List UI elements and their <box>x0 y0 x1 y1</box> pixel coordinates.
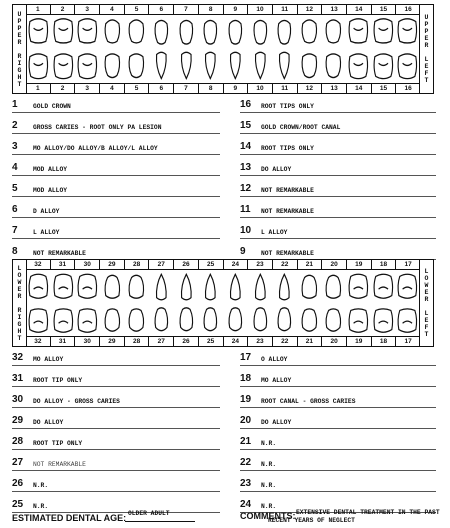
upper-dental-chart <box>12 4 434 94</box>
tooth-note-row <box>240 431 436 450</box>
tooth-note-number: 29 <box>12 415 24 426</box>
tooth-diagram <box>248 270 273 336</box>
tooth-note-text: MO ALLOY/DO ALLOY/B ALLOY/L ALLOY <box>33 145 158 152</box>
tooth-note-number: 15 <box>240 120 252 131</box>
tooth-number: 20 <box>322 260 347 269</box>
tooth-number: 3 <box>75 5 100 14</box>
tooth-diagram <box>198 15 223 83</box>
tooth-number: 25 <box>199 260 224 269</box>
footer <box>12 508 442 526</box>
tooth-note-row <box>12 389 220 408</box>
tooth-note-text: ROOT TIPS ONLY <box>261 145 314 152</box>
tooth-diagram <box>223 15 248 83</box>
tooth-number: 24 <box>224 260 249 269</box>
tooth-note-number: 32 <box>12 352 24 363</box>
tooth-diagram <box>395 15 420 83</box>
tooth-note-text: N.R. <box>261 482 277 489</box>
tooth-number: 13 <box>322 5 347 14</box>
tooth-note-row <box>240 368 436 387</box>
tooth-note-text: NOT REMARKABLE <box>261 250 314 257</box>
comments-label: COMMENTS: <box>240 511 296 521</box>
tooth-note-number: 2 <box>12 120 18 131</box>
tooth-note-row <box>12 410 220 429</box>
tooth-number: 13 <box>322 84 347 93</box>
tooth-number: 25 <box>199 337 224 346</box>
tooth-note-row <box>12 452 220 471</box>
tooth-number: 30 <box>75 260 100 269</box>
tooth-number: 10 <box>248 5 273 14</box>
tooth-note-number: 7 <box>12 225 18 236</box>
tooth-note-number: 20 <box>240 415 252 426</box>
tooth-diagram <box>26 270 51 336</box>
tooth-diagram <box>248 15 273 83</box>
tooth-number: 14 <box>347 5 372 14</box>
tooth-number: 29 <box>100 337 125 346</box>
tooth-note-row <box>12 115 220 134</box>
tooth-diagram <box>26 15 51 83</box>
upper-left-side-label: U P P E R L E F T <box>419 5 433 93</box>
age-underline <box>125 521 195 522</box>
tooth-note-text: DO ALLOY - GROSS CARIES <box>33 398 120 405</box>
tooth-diagram <box>174 270 199 336</box>
tooth-number: 2 <box>51 5 76 14</box>
tooth-note-row <box>12 178 220 197</box>
tooth-diagram <box>272 15 297 83</box>
tooth-note-row <box>12 368 220 387</box>
tooth-number: 10 <box>248 84 273 93</box>
tooth-number: 12 <box>298 5 323 14</box>
upper-tooth-numbers-top <box>26 5 420 15</box>
tooth-note-text: MOD ALLOY <box>33 187 68 194</box>
tooth-number: 8 <box>199 84 224 93</box>
tooth-note-text: L ALLOY <box>33 229 60 236</box>
tooth-number: 31 <box>51 260 76 269</box>
tooth-number: 6 <box>149 5 174 14</box>
tooth-diagram <box>198 270 223 336</box>
lower-tooth-numbers-top <box>26 260 420 270</box>
tooth-number: 8 <box>199 5 224 14</box>
tooth-note-row <box>12 199 220 218</box>
tooth-note-text: N.R. <box>261 461 277 468</box>
tooth-number: 21 <box>298 260 323 269</box>
tooth-number: 4 <box>100 84 125 93</box>
tooth-number: 16 <box>404 6 412 13</box>
lower-teeth-row <box>26 270 420 336</box>
upper-teeth-row <box>26 15 420 83</box>
tooth-number: 17 <box>404 261 412 268</box>
tooth-number: 27 <box>149 337 174 346</box>
tooth-note-number: 22 <box>240 457 252 468</box>
tooth-note-text: ROOT TIPS ONLY <box>261 103 314 110</box>
tooth-note-row <box>240 410 436 429</box>
tooth-note-row <box>240 389 436 408</box>
tooth-diagram <box>125 270 150 336</box>
tooth-note-number: 23 <box>240 478 252 489</box>
tooth-note-number: 21 <box>240 436 252 447</box>
tooth-number: 2 <box>51 84 76 93</box>
tooth-note-text: DO ALLOY <box>261 419 292 426</box>
comments-line-1: EXTENSIVE DENTAL TREATMENT IN THE PAST <box>296 509 440 516</box>
tooth-diagram <box>297 270 322 336</box>
tooth-note-row <box>12 157 220 176</box>
tooth-note-row <box>240 452 436 471</box>
tooth-note-row <box>12 136 220 155</box>
tooth-note-text: NOT REMARKABLE <box>261 187 314 194</box>
tooth-number: 18 <box>372 337 397 346</box>
tooth-note-text: MO ALLOY <box>261 377 292 384</box>
tooth-note-number: 3 <box>12 141 18 152</box>
tooth-diagram <box>100 15 125 83</box>
tooth-note-number: 4 <box>12 162 18 173</box>
tooth-note-number: 24 <box>240 499 252 510</box>
tooth-number: 5 <box>125 5 150 14</box>
tooth-note-text: DO ALLOY <box>261 166 292 173</box>
tooth-number: 9 <box>224 5 249 14</box>
tooth-note-text: ROOT TIP ONLY <box>33 377 83 384</box>
tooth-number: 14 <box>347 84 372 93</box>
tooth-number: 23 <box>248 260 273 269</box>
tooth-note-row <box>12 431 220 450</box>
tooth-number: 6 <box>149 84 174 93</box>
tooth-note-text: GOLD CROWN/ROOT CANAL <box>261 124 341 131</box>
tooth-number: 7 <box>174 5 199 14</box>
tooth-note-number: 13 <box>240 162 252 173</box>
tooth-number: 11 <box>273 5 298 14</box>
tooth-note-row <box>12 94 220 113</box>
tooth-number: 28 <box>125 337 150 346</box>
tooth-note-number: 28 <box>12 436 24 447</box>
comments-line-2: RECENT YEARS OF NEGLECT <box>268 517 355 524</box>
tooth-note-number: 17 <box>240 352 252 363</box>
tooth-note-text: MO ALLOY <box>33 356 64 363</box>
tooth-number: 23 <box>248 337 273 346</box>
tooth-number: 27 <box>149 260 174 269</box>
tooth-note-number: 31 <box>12 373 24 384</box>
lower-right-side-label: L O W E R R I G H T <box>13 260 27 346</box>
tooth-diagram <box>371 270 396 336</box>
tooth-number: 1 <box>26 84 51 93</box>
tooth-note-text: ROOT CANAL - GROSS CARIES <box>261 398 356 405</box>
tooth-note-number: 1 <box>12 99 18 110</box>
tooth-note-number: 26 <box>12 478 24 489</box>
tooth-note-text: GROSS CARIES - ROOT ONLY PA LESION <box>33 124 162 131</box>
tooth-note-number: 11 <box>240 204 251 215</box>
tooth-number: 26 <box>174 337 199 346</box>
tooth-number: 15 <box>372 84 397 93</box>
tooth-number: 26 <box>174 260 199 269</box>
tooth-number: 16 <box>404 85 412 92</box>
tooth-diagram <box>297 15 322 83</box>
tooth-diagram <box>174 15 199 83</box>
tooth-number: 24 <box>224 337 249 346</box>
tooth-note-number: 18 <box>240 373 252 384</box>
tooth-note-row <box>240 157 436 176</box>
tooth-note-number: 6 <box>12 204 18 215</box>
tooth-diagram <box>223 270 248 336</box>
tooth-number: 9 <box>224 84 249 93</box>
tooth-number: 20 <box>322 337 347 346</box>
tooth-number: 15 <box>372 5 397 14</box>
tooth-number: 17 <box>404 338 412 345</box>
tooth-note-row <box>12 241 220 260</box>
tooth-note-text: ROOT TIP ONLY <box>33 440 83 447</box>
tooth-diagram <box>125 15 150 83</box>
tooth-diagram <box>75 270 100 336</box>
lower-tooth-numbers-bottom <box>26 336 420 346</box>
tooth-note-text: DO ALLOY <box>33 419 64 426</box>
tooth-number: 1 <box>26 5 51 14</box>
lower-left-side-label: L O W E R L E F T <box>419 260 433 346</box>
tooth-note-text: NOT REMARKABLE <box>33 461 86 468</box>
tooth-number: 22 <box>273 260 298 269</box>
tooth-note-row <box>240 241 436 260</box>
tooth-diagram <box>272 270 297 336</box>
tooth-note-text: NOT REMARKABLE <box>33 250 86 257</box>
tooth-diagram <box>51 15 76 83</box>
tooth-note-number: 5 <box>12 183 18 194</box>
tooth-diagram <box>149 15 174 83</box>
tooth-note-text: D ALLOY <box>33 208 60 215</box>
tooth-note-number: 12 <box>240 183 252 194</box>
tooth-diagram <box>100 270 125 336</box>
tooth-note-number: 25 <box>12 499 24 510</box>
tooth-note-number: 27 <box>12 457 24 468</box>
tooth-note-number: 16 <box>240 99 252 110</box>
tooth-note-row <box>240 136 436 155</box>
tooth-note-text: N.R. <box>261 503 277 510</box>
tooth-note-number: 8 <box>12 246 18 257</box>
tooth-number: 3 <box>75 84 100 93</box>
tooth-diagram <box>149 270 174 336</box>
tooth-number: 12 <box>298 84 323 93</box>
tooth-note-text: O ALLOY <box>261 356 288 363</box>
tooth-number: 5 <box>125 84 150 93</box>
tooth-number: 28 <box>125 260 150 269</box>
tooth-number: 18 <box>372 260 397 269</box>
tooth-note-row <box>240 199 436 218</box>
lower-dental-chart <box>12 259 434 347</box>
tooth-diagram <box>395 270 420 336</box>
tooth-number: 30 <box>75 337 100 346</box>
tooth-note-row <box>240 220 436 239</box>
tooth-note-number: 14 <box>240 141 252 152</box>
tooth-note-row <box>240 178 436 197</box>
tooth-number: 32 <box>26 260 51 269</box>
tooth-note-row <box>240 115 436 134</box>
tooth-note-number: 9 <box>240 246 246 257</box>
tooth-number: 7 <box>174 84 199 93</box>
estimated-dental-age-label: ESTIMATED DENTAL AGE: <box>12 513 127 523</box>
tooth-number: 11 <box>273 84 298 93</box>
tooth-diagram <box>322 270 347 336</box>
tooth-number: 22 <box>273 337 298 346</box>
tooth-note-row <box>12 347 220 366</box>
tooth-note-text: MOD ALLOY <box>33 166 68 173</box>
tooth-note-number: 19 <box>240 394 252 405</box>
tooth-note-text: N.R. <box>261 440 277 447</box>
estimated-dental-age-value: OLDER ADULT <box>128 510 170 517</box>
tooth-number: 31 <box>51 337 76 346</box>
tooth-note-text: L ALLOY <box>261 229 288 236</box>
tooth-diagram <box>75 15 100 83</box>
tooth-note-text: NOT REMARKABLE <box>261 208 314 215</box>
tooth-number: 4 <box>100 5 125 14</box>
tooth-note-row <box>240 347 436 366</box>
tooth-note-number: 30 <box>12 394 24 405</box>
tooth-diagram <box>346 15 371 83</box>
tooth-note-text: N.R. <box>33 482 49 489</box>
upper-right-side-label: U P P E R R I G H T <box>13 5 27 93</box>
tooth-diagram <box>371 15 396 83</box>
tooth-note-row <box>12 473 220 492</box>
tooth-number: 29 <box>100 260 125 269</box>
tooth-number: 32 <box>26 337 51 346</box>
tooth-note-row <box>240 473 436 492</box>
tooth-note-row <box>12 220 220 239</box>
tooth-diagram <box>322 15 347 83</box>
tooth-number: 21 <box>298 337 323 346</box>
tooth-diagram <box>51 270 76 336</box>
tooth-diagram <box>346 270 371 336</box>
tooth-note-row <box>240 94 436 113</box>
tooth-note-text: N.R. <box>33 503 49 510</box>
tooth-number: 19 <box>347 260 372 269</box>
tooth-note-text: GOLD CROWN <box>33 103 71 110</box>
tooth-note-number: 10 <box>240 225 252 236</box>
tooth-number: 19 <box>347 337 372 346</box>
upper-tooth-numbers-bottom <box>26 83 420 93</box>
